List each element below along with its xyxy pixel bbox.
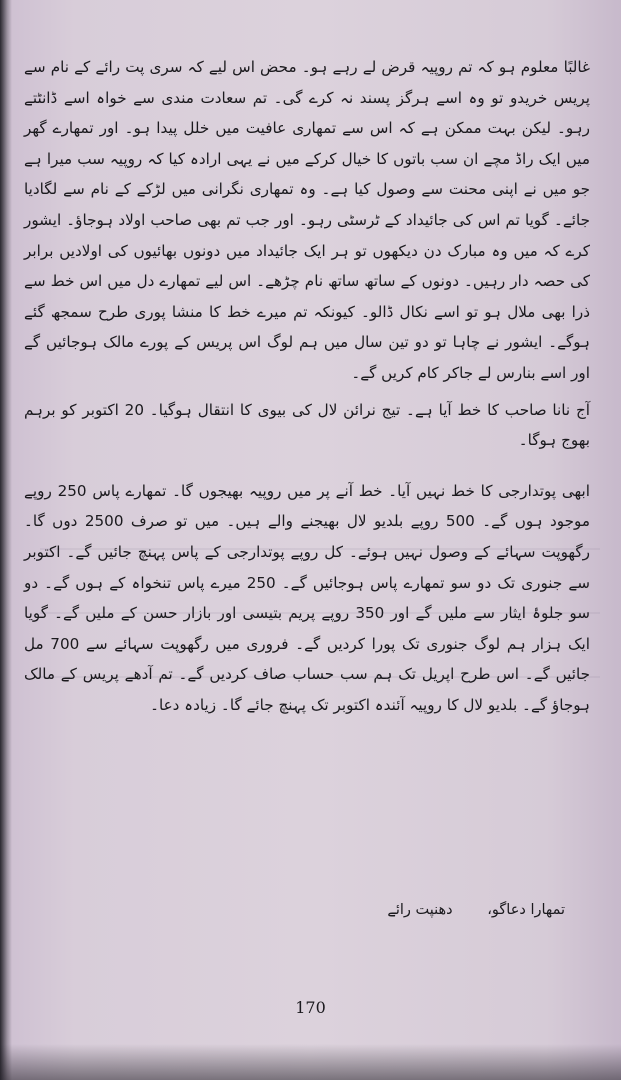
paragraph-3: ابھی پوتدارجی کا خط نہیں آیا۔ خط آنے پر میں روپیہ بھیجوں گا۔ تمھارے پاس 250 روپے موجود ہوں گے۔ 500 روپے بلدیو لال بھیجنے والے ہیں۔ میں تو صرف 2500 دوں گا۔ رگھوپت سہائے کے وصول نہیں ہوئے۔ کل روپے پوتدارجی کے پاس پہنچ جائیں گے۔ اکتوبر سے جنوری تک دو سو تمھارے پاس ہوجائیں گے۔ 250 میرے پاس تنخواہ کے ہوں گے۔ دو سو جلوۂ ایثار سے ملیں گے اور 350 روپے پریم بتیسی اور بازار حسن کے ملیں گے۔ گویا ایک ہزار ہم لوگ جنوری تک پورا کردیں گے۔ فروری میں رگھوپت سہائے سے 700 مل جائیں گے۔ اس طرح اپریل تک ہم سب حساب صاف کردیں گے۔ تم آدھے پریس کے مالک ہوجاؤ گے۔ بلدیو لال کا روپیہ آئندہ اکتوبر تک پہنچ جائے گا۔ زیادہ دعا۔	[24, 481, 590, 714]
letter-body	[24, 52, 590, 720]
letter-signature	[387, 902, 565, 918]
paragraph-1: غالبًا معلوم ہو کہ تم روپیہ قرض لے رہے ہو۔ محض اس لیے کہ سری پت رائے کے نام سے پریس خریدو تو وہ اسے ہرگز پسند نہ کرے گی۔ تم سعادت مندی سے خواہ اسے ڈانٹتے رہو۔ لیکن بہت ممکن ہے کہ اس سے تمھاری عافیت میں خلل پیدا ہو۔ اور تمھارے گھر میں ایک راڈ مچے ان سب باتوں کا خیال کرکے میں نے یہی ارادہ کیا کہ روپیہ سب میرا ہے جو میں نے اپنی محنت سے وصول کیا ہے۔ وہ تمھاری نگرانی میں لڑکے کے نام سے لگادیا جائے۔ گویا تم اس کی جائیداد کے ٹرسٹی رہو۔ اور جب تم بھی صاحب اولاد ہوجاؤ۔ ایشور کرے کہ میں وہ مبارک دن دیکھوں تو ہر ایک جائیداد میں دونوں بھائیوں کی اولادیں برابر کی حصہ دار رہیں۔ دونوں کے ساتھ ساتھ نام چڑھے۔ اس لیے تمھارے دل میں اس خط سے ذرا بھی ملال ہو تو اسے نکال ڈالو۔ کیونکہ تم میرے خط کا منشا پوری طرح سمجھ گئے ہوگے۔ ایشور نے چاہا تو دو تین سال میں ہم لوگ اس پریس کے پورے مالک ہوجائیں گے اور اسے بنارس لے جاکر کام کریں گے۔	[24, 58, 590, 382]
signature-name: دھنپت رائے	[387, 902, 453, 918]
page-number: 170	[295, 998, 326, 1017]
page-bottom-shadow	[0, 1044, 621, 1080]
paragraph-2: آج نانا صاحب کا خط آیا ہے۔ تیج نرائن لال کی بیوی کا انتقال ہوگیا۔ 20 اکتوبر کو برہم بھوج ہوگا۔	[24, 400, 590, 450]
page-binding-shadow	[0, 0, 12, 1080]
signature-closing: تمھارا دعاگو،	[487, 902, 565, 918]
